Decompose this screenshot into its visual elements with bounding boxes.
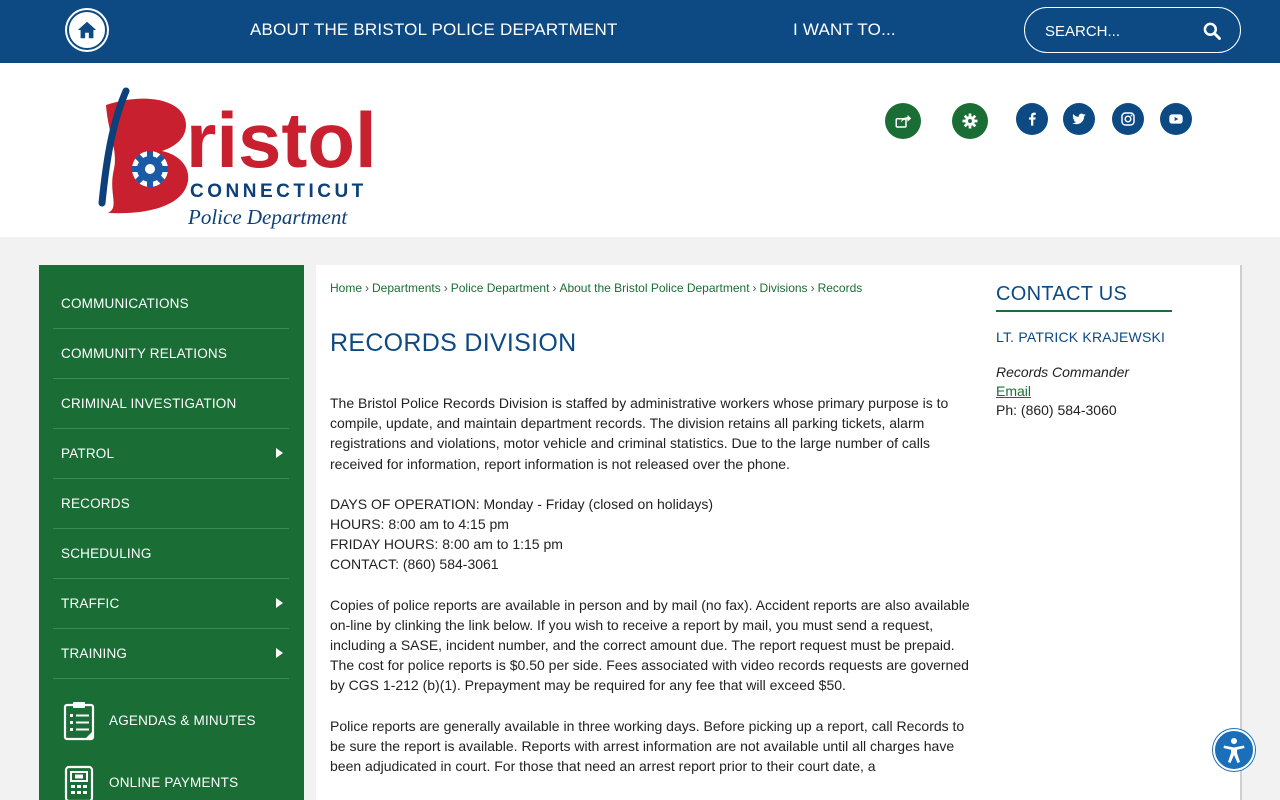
bristol-police-logo[interactable] [78,83,388,233]
sidebar-item-label: TRAINING [61,646,128,661]
breadcrumb-home[interactable]: Home [330,281,363,295]
share-icon [894,112,912,130]
page-title: RECORDS DIVISION [330,329,577,357]
sidebar-nav [39,265,304,800]
svg-text:CONNECTICUT: CONNECTICUT [190,181,367,202]
instagram-link[interactable] [1112,103,1144,135]
top-nav-bar [0,0,1280,63]
breadcrumb-departments[interactable]: Departments [372,281,441,295]
submenu-arrow-icon[interactable] [276,648,283,658]
twitter-link[interactable] [1063,103,1095,135]
sidebar-item-community-relations[interactable] [53,329,289,379]
contact-phone: Ph: (860) 584-3060 [996,402,1117,418]
search-input[interactable] [1045,20,1195,42]
sidebar-item-training[interactable] [53,629,289,679]
submenu-arrow-icon[interactable] [276,448,283,458]
breadcrumb-separator: › [752,281,757,295]
quick-link-online-payments[interactable] [53,755,289,800]
main-content [316,265,1242,800]
sidebar-item-patrol[interactable] [53,429,289,479]
sidebar-item-label: TRAFFIC [61,596,120,611]
search-icon[interactable] [1202,21,1222,41]
contact-name: LT. PATRICK KRAJEWSKI [996,329,1166,345]
accessibility-icon [1219,735,1249,765]
sidebar-item-scheduling[interactable] [53,529,289,579]
instagram-icon [1120,111,1136,127]
breadcrumb-about[interactable]: About the Bristol Police Department [559,281,750,295]
breadcrumb-divisions[interactable]: Divisions [759,281,808,295]
sidebar-item-communications[interactable] [53,279,289,329]
facebook-icon [1024,111,1040,127]
facebook-link[interactable] [1016,103,1048,135]
sidebar-item-records[interactable] [53,479,289,529]
sidebar-item-label: PATROL [61,446,115,461]
youtube-link[interactable] [1160,103,1192,135]
breadcrumb-police-department[interactable]: Police Department [450,281,550,295]
sidebar-item-label: RECORDS [61,496,130,511]
sidebar-item-criminal-investigation[interactable] [53,379,289,429]
contact-us-panel [996,283,1226,418]
sidebar-item-label: CRIMINAL INVESTIGATION [61,396,237,411]
quick-link-label: ONLINE PAYMENTS [109,775,239,790]
friday-hours-text: FRIDAY HOURS: 8:00 am to 1:15 pm [330,536,563,553]
contact-us-heading: CONTACT US [996,283,1172,312]
nav-about-link[interactable]: ABOUT THE BRISTOL POLICE DEPARTMENT [250,20,618,39]
site-header [0,63,1280,237]
search-box [1024,7,1241,53]
svg-text:ristol: ristol [186,96,377,184]
payment-icon [63,763,95,800]
submenu-arrow-icon[interactable] [276,598,283,608]
breadcrumb-separator: › [443,281,448,295]
home-button[interactable] [67,10,107,50]
home-icon [76,19,98,41]
share-button[interactable] [885,103,921,139]
twitter-icon [1071,111,1087,127]
contact-role: Records Commander [996,364,1130,380]
contact-text: CONTACT: (860) 584-3061 [330,556,499,573]
sidebar-item-label: COMMUNICATIONS [61,296,189,311]
youtube-icon [1168,111,1184,127]
svg-text:Police Department: Police Department [188,205,348,229]
breadcrumb-records[interactable]: Records [817,281,863,295]
quick-link-label: AGENDAS & MINUTES [109,713,256,728]
accessibility-button[interactable] [1213,729,1255,771]
breadcrumb-separator: › [365,281,370,295]
breadcrumb-separator: › [810,281,815,295]
gear-icon [961,112,979,130]
intro-paragraph: The Bristol Police Records Division is staffed by administrative workers whose primary purpose is to compile, update, and maintain department records. The division retains all parking tickets, alarm registrations and violations, motor vehicle and criminal statistics. Due to the large number of calls received for information, report information is not released over the phone. [330,395,949,472]
clipboard-icon [63,701,95,741]
sidebar-item-traffic[interactable] [53,579,289,629]
breadcrumb-separator: › [552,281,557,295]
sidebar-item-label: SCHEDULING [61,546,152,561]
hours-text: HOURS: 8:00 am to 4:15 pm [330,516,509,533]
settings-button[interactable] [952,103,988,139]
quick-link-agendas-minutes[interactable] [53,693,289,753]
sidebar-item-label: COMMUNITY RELATIONS [61,346,228,361]
page-body [330,393,970,796]
contact-email-link[interactable]: Email [996,383,1032,399]
nav-i-want-to-link[interactable]: I WANT TO... [793,20,896,39]
hours-block [330,494,970,575]
breadcrumb [330,281,862,295]
availability-paragraph: Police reports are generally available in three working days. Before picking up a report, call Records to be sure the report is available. Reports with arrest information are not available until all charges have been adjudicated in court. For those that need an arrest report prior to their court date, a [330,717,965,775]
reports-paragraph: Copies of police reports are available in person and by mail (no fax). Accident reports are also available on-line by clinking the link below. If you wish to receive a report by mail, you must send a request, including a SASE, incident number, and the correct amount due. The report request must be prepaid. The cost for police reports is $0.50 per side. Fees associated with video records requests are governed by CGS 1-212 (b)(1). Prepayment may be required for any fee that will exceed $50. [330,596,970,694]
days-of-operation: DAYS OF OPERATION: Monday - Friday (closed on holidays) [330,495,714,512]
